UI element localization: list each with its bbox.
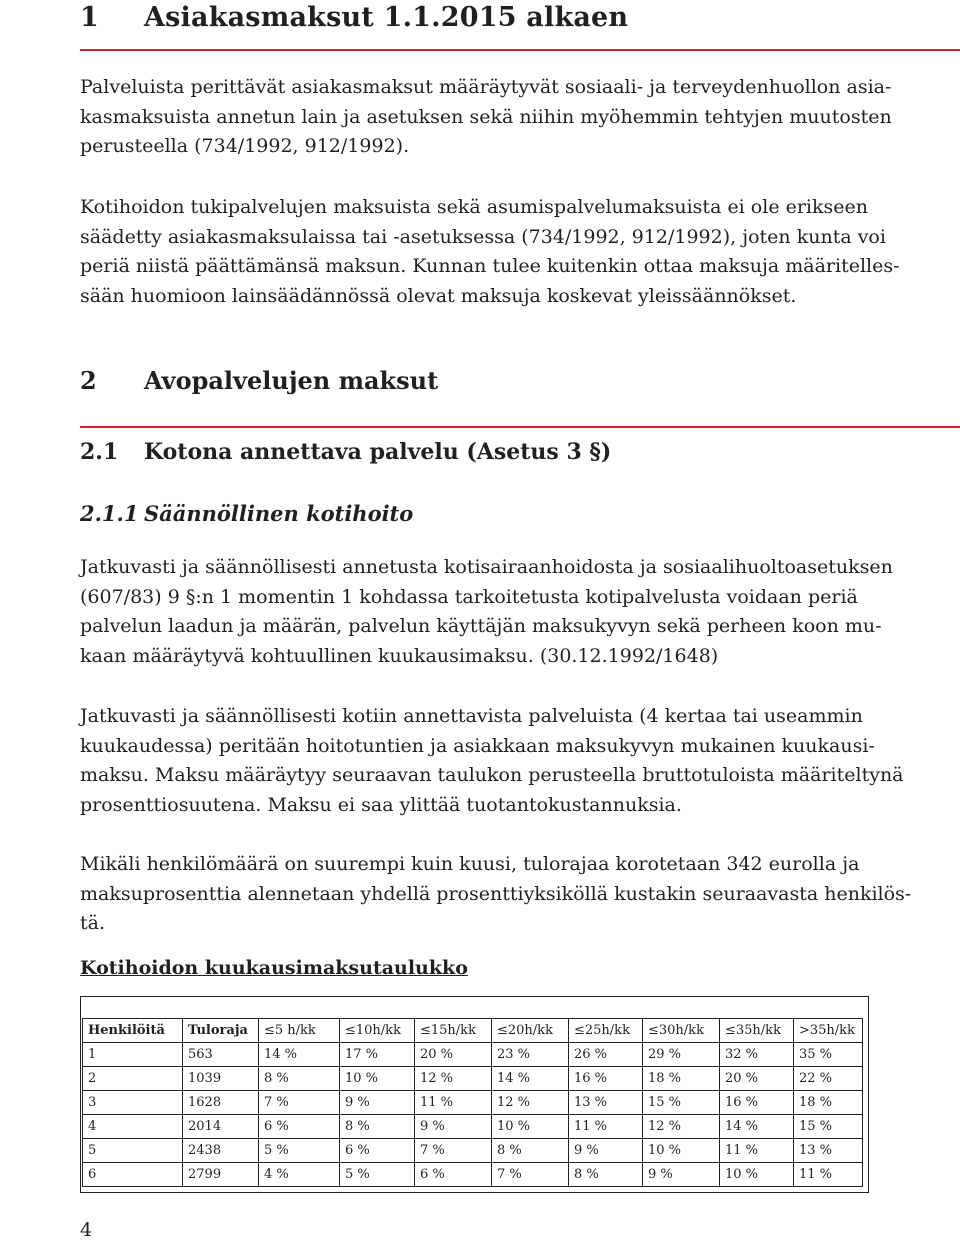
table-cell: 9 % bbox=[569, 1139, 643, 1163]
table-cell: 14 % bbox=[259, 1043, 340, 1067]
paragraph-monthly-fee bbox=[80, 702, 904, 820]
table-cell: 8 % bbox=[340, 1115, 415, 1139]
text-line: (607/83) 9 §:n 1 momentin 1 kohdassa tarkoitetusta kotipalvelusta voidaan periä bbox=[80, 585, 858, 608]
text-line: Palveluista perittävät asiakasmaksut määräytyvät sosiaali- ja terveydenhuollon asia- bbox=[80, 76, 892, 98]
table-cell: 11 % bbox=[794, 1163, 863, 1187]
table-cell: 5 % bbox=[340, 1163, 415, 1187]
fee-table-title: Kotihoidon kuukausimaksutaulukko bbox=[80, 957, 468, 979]
table-cell: 15 % bbox=[794, 1115, 863, 1139]
section-2-1-1-title: Säännöllinen kotihoito bbox=[144, 501, 414, 526]
table-cell: 8 % bbox=[259, 1067, 340, 1091]
table-cell: 16 % bbox=[569, 1067, 643, 1091]
section-2-number: 2 bbox=[80, 366, 97, 395]
table-cell: 5 % bbox=[259, 1139, 340, 1163]
table-row bbox=[83, 1163, 863, 1187]
section-1-heading bbox=[80, 2, 628, 33]
header-hours: ≤15h/kk bbox=[415, 1019, 492, 1043]
table-cell: 26 % bbox=[569, 1043, 643, 1067]
text-line: maksu. Maksu määräytyy seuraavan taulukon perusteella bruttotuloista määriteltynä bbox=[80, 764, 904, 786]
text-line: kaan määräytyvä kohtuullinen kuukausimaksu. (30.12.1992/1648) bbox=[80, 644, 719, 667]
table-cell: 23 % bbox=[492, 1043, 569, 1067]
header-hours: ≤5 h/kk bbox=[259, 1019, 340, 1043]
text-line: maksuprosenttia alennetaan yhdellä prosenttiyksiköllä kustakin seuraavasta henkilös- bbox=[80, 882, 912, 905]
table-cell: 14 % bbox=[720, 1115, 794, 1139]
paragraph-regular-home-care bbox=[80, 553, 893, 671]
table-cell: 4 % bbox=[259, 1163, 340, 1187]
table-cell: 35 % bbox=[794, 1043, 863, 1067]
table-row bbox=[83, 1139, 863, 1163]
table-cell: 10 % bbox=[340, 1067, 415, 1091]
table-cell: 20 % bbox=[720, 1067, 794, 1091]
text-line: Mikäli henkilömäärä on suurempi kuin kuusi, tulorajaa korotetaan 342 eurolla ja bbox=[80, 853, 860, 875]
section-2-1-1-heading bbox=[80, 501, 413, 526]
table-cell: 13 % bbox=[794, 1139, 863, 1163]
header-hours: >35h/kk bbox=[794, 1019, 863, 1043]
text-line: säädetty asiakasmaksulaissa tai -asetuksessa (734/1992, 912/1992), joten kunta voi bbox=[80, 225, 886, 248]
table-cell: 6 bbox=[83, 1163, 183, 1187]
table-cell: 32 % bbox=[720, 1043, 794, 1067]
header-persons: Henkilöitä bbox=[83, 1019, 183, 1043]
text-line: Kotihoidon tukipalvelujen maksuista sekä asumispalvelumaksuista ei ole erikseen bbox=[80, 196, 868, 218]
paragraph-support-services bbox=[80, 193, 900, 311]
table-cell: 563 bbox=[183, 1043, 259, 1067]
fee-table bbox=[82, 1018, 863, 1187]
table-row bbox=[83, 1067, 863, 1091]
section-1-number: 1 bbox=[80, 2, 99, 33]
table-cell: 20 % bbox=[415, 1043, 492, 1067]
section-divider-middle bbox=[80, 426, 960, 428]
table-cell: 7 % bbox=[492, 1163, 569, 1187]
table-cell: 15 % bbox=[643, 1091, 720, 1115]
table-cell: 2438 bbox=[183, 1139, 259, 1163]
table-row bbox=[83, 1091, 863, 1115]
table-cell: 11 % bbox=[720, 1139, 794, 1163]
header-income-limit: Tuloraja bbox=[183, 1019, 259, 1043]
text-line: tä. bbox=[80, 912, 106, 934]
text-line: perusteella (734/1992, 912/1992). bbox=[80, 135, 410, 157]
table-cell: 17 % bbox=[340, 1043, 415, 1067]
table-cell: 9 % bbox=[643, 1163, 720, 1187]
section-2-heading bbox=[80, 366, 438, 395]
text-line: kuukaudessa) peritään hoitotuntien ja asiakkaan maksukyvyn mukainen kuukausi- bbox=[80, 734, 875, 757]
table-cell: 12 % bbox=[415, 1067, 492, 1091]
table-cell: 10 % bbox=[643, 1139, 720, 1163]
table-cell: 9 % bbox=[415, 1115, 492, 1139]
text-line: kasmaksuista annetun lain ja asetuksen sekä niihin myöhemmin tehtyjen muutosten bbox=[80, 105, 892, 128]
table-cell: 6 % bbox=[415, 1163, 492, 1187]
table-cell: 29 % bbox=[643, 1043, 720, 1067]
header-hours: ≤20h/kk bbox=[492, 1019, 569, 1043]
fee-table-header-row bbox=[83, 1019, 863, 1043]
header-hours: ≤10h/kk bbox=[340, 1019, 415, 1043]
table-cell: 2014 bbox=[183, 1115, 259, 1139]
table-row bbox=[83, 1115, 863, 1139]
table-cell: 1039 bbox=[183, 1067, 259, 1091]
table-cell: 18 % bbox=[794, 1091, 863, 1115]
section-divider-top bbox=[80, 49, 960, 51]
table-cell: 12 % bbox=[492, 1091, 569, 1115]
section-1-title: Asiakasmaksut 1.1.2015 alkaen bbox=[144, 2, 629, 33]
text-line: prosenttiosuutena. Maksu ei saa ylittää tuotantokustannuksia. bbox=[80, 793, 682, 816]
paragraph-household-size bbox=[80, 850, 912, 939]
table-cell: 8 % bbox=[492, 1139, 569, 1163]
header-hours: ≤25h/kk bbox=[569, 1019, 643, 1043]
table-cell: 12 % bbox=[643, 1115, 720, 1139]
table-cell: 7 % bbox=[415, 1139, 492, 1163]
table-cell: 14 % bbox=[492, 1067, 569, 1091]
section-2-1-1-number: 2.1.1 bbox=[80, 501, 139, 526]
section-2-title: Avopalvelujen maksut bbox=[144, 366, 439, 395]
table-cell: 10 % bbox=[492, 1115, 569, 1139]
table-cell: 7 % bbox=[259, 1091, 340, 1115]
table-cell: 9 % bbox=[340, 1091, 415, 1115]
table-row bbox=[83, 1043, 863, 1067]
table-cell: 11 % bbox=[415, 1091, 492, 1115]
section-2-1-title: Kotona annettava palvelu bbox=[144, 439, 459, 465]
text-line: sään huomioon lainsäädännössä olevat maksuja koskevat yleissäännökset. bbox=[80, 284, 797, 307]
table-cell: 1628 bbox=[183, 1091, 259, 1115]
table-cell: 16 % bbox=[720, 1091, 794, 1115]
text-line: periä niistä päättämänsä maksun. Kunnan tulee kuitenkin ottaa maksuja määritelles- bbox=[80, 255, 900, 277]
text-line: Jatkuvasti ja säännöllisesti annetusta kotisairaanhoidosta ja sosiaalihuoltoasetuksen bbox=[80, 556, 893, 578]
text-line: palvelun laadun ja määrän, palvelun käyttäjän maksukyvyn sekä perheen koon mu- bbox=[80, 615, 882, 637]
header-hours: ≤30h/kk bbox=[643, 1019, 720, 1043]
table-cell: 4 bbox=[83, 1115, 183, 1139]
table-cell: 3 bbox=[83, 1091, 183, 1115]
text-line: Jatkuvasti ja säännöllisesti kotiin annettavista palveluista (4 kertaa tai useammin bbox=[80, 705, 863, 727]
paragraph-legal-basis bbox=[80, 73, 892, 162]
table-cell: 5 bbox=[83, 1139, 183, 1163]
table-cell: 22 % bbox=[794, 1067, 863, 1091]
table-cell: 13 % bbox=[569, 1091, 643, 1115]
table-cell: 6 % bbox=[259, 1115, 340, 1139]
section-2-1-suffix: (Asetus 3 §) bbox=[466, 439, 612, 465]
section-2-1-number: 2.1 bbox=[80, 439, 119, 465]
table-cell: 2799 bbox=[183, 1163, 259, 1187]
table-cell: 6 % bbox=[340, 1139, 415, 1163]
table-cell: 11 % bbox=[569, 1115, 643, 1139]
page-number: 4 bbox=[80, 1219, 93, 1241]
section-2-1-heading bbox=[80, 439, 611, 465]
table-cell: 2 bbox=[83, 1067, 183, 1091]
table-cell: 10 % bbox=[720, 1163, 794, 1187]
table-cell: 8 % bbox=[569, 1163, 643, 1187]
table-cell: 1 bbox=[83, 1043, 183, 1067]
table-cell: 18 % bbox=[643, 1067, 720, 1091]
header-hours: ≤35h/kk bbox=[720, 1019, 794, 1043]
